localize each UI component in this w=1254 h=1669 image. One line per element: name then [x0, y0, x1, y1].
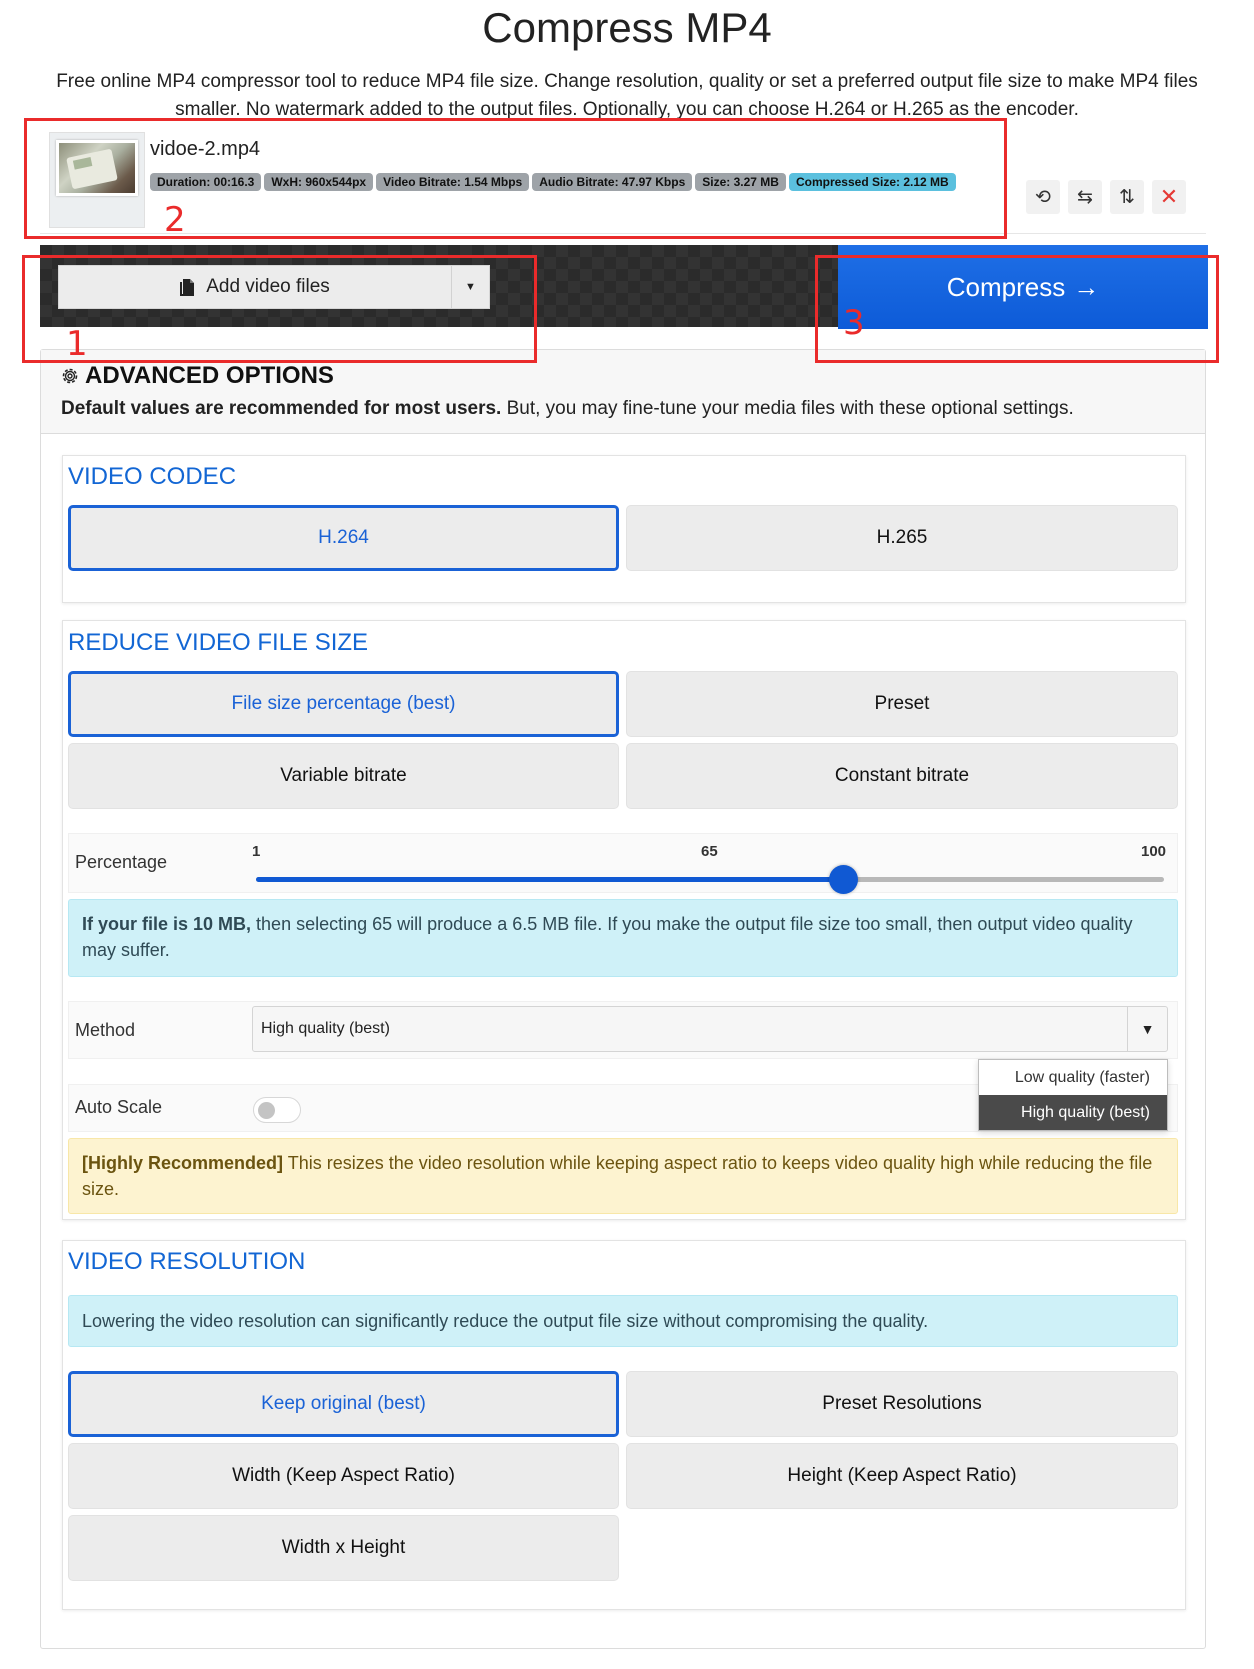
page-title: Compress MP4 [482, 4, 772, 51]
variable-bitrate-option[interactable]: Variable bitrate [68, 743, 619, 809]
compress-label: Compress [946, 271, 1066, 302]
annotation-box-1 [22, 255, 537, 363]
flip-horizontal-icon: ⇆ [1077, 186, 1093, 208]
page-description: Free online MP4 compressor tool to reduce MP4 file size. Change resolution, quality or set a preferred output file size to make MP4 files smaller. No watermark added to the output files. Optionally, you can choose H.264 or H.265 as the encoder. [56, 71, 1198, 120]
annotation-number-3: 3 [843, 303, 865, 343]
method-select[interactable] [252, 1006, 1168, 1052]
file-actions [1026, 180, 1186, 214]
size-badge: Size: 3.27 MB [695, 173, 786, 191]
width-keep-aspect-option[interactable]: Width (Keep Aspect Ratio) [68, 1443, 619, 1509]
percentage-slider-handle[interactable] [829, 865, 858, 894]
width-x-height-option[interactable]: Width x Height [68, 1515, 619, 1581]
video-codec-title: VIDEO CODEC [68, 463, 237, 490]
slider-min-label: 1 [252, 843, 261, 860]
method-option-high[interactable]: High quality (best) [979, 1095, 1167, 1130]
annotation-number-2: 2 [164, 200, 186, 240]
percentage-slider[interactable] [256, 877, 1164, 882]
file-size-percentage-option[interactable]: File size percentage (best) [68, 671, 619, 737]
keep-original-option[interactable]: Keep original (best) [68, 1371, 619, 1437]
advanced-options-title [60, 362, 334, 390]
video-resolution-title: VIDEO RESOLUTION [68, 1248, 306, 1275]
percentage-slider-fill [256, 877, 843, 882]
autoscale-recommend-alert [68, 1138, 1178, 1214]
advanced-subtitle-bold: Default values are recommended for most users. [61, 398, 502, 419]
constant-bitrate-option[interactable]: Constant bitrate [626, 743, 1178, 809]
advanced-subtitle-rest: But, you may fine-tune your media files with these optional settings. [501, 398, 1074, 419]
reduce-size-title: REDUCE VIDEO FILE SIZE [68, 629, 369, 656]
gear-icon [60, 366, 80, 386]
rotate-button[interactable] [1026, 180, 1060, 214]
percentage-info-alert [68, 899, 1178, 977]
arrow-right-icon: → [1073, 271, 1100, 302]
method-select-value: High quality (best) [261, 1020, 390, 1037]
autoscale-recommend-bold: [Highly Recommended] [82, 1153, 284, 1173]
autoscale-toggle-knob [258, 1102, 275, 1119]
resolution-info-alert: Lowering the video resolution can significantly reduce the output file size without compromising the quality. [68, 1295, 1178, 1347]
advanced-options-title-text: ADVANCED OPTIONS [85, 362, 334, 389]
duration-badge: Duration: 00:16.3 [150, 173, 261, 191]
method-dropdown-menu [978, 1059, 1168, 1131]
triangle-down-icon[interactable]: ▼ [1127, 1007, 1167, 1051]
flip-vertical-icon: ⇅ [1119, 186, 1135, 208]
slider-max-label: 100 [1141, 843, 1167, 860]
preset-option[interactable]: Preset [626, 671, 1178, 737]
percentage-info-text: then selecting 65 will produce a 6.5 MB file. If you make the output file size too small, then output video quality may suffer. [82, 914, 1133, 960]
method-option-low[interactable]: Low quality (faster) [1014, 1068, 1150, 1086]
flip-horizontal-button[interactable] [1068, 180, 1102, 214]
annotation-box-3 [815, 255, 1219, 363]
caret-down-icon: ▼ [465, 281, 476, 293]
advanced-options-subtitle [61, 398, 1074, 420]
remove-file-button[interactable] [1152, 180, 1186, 214]
file-name: vidoe-2.mp4 [150, 138, 261, 160]
close-icon: ✕ [1159, 184, 1179, 209]
percentage-info-bold: If your file is 10 MB, [82, 914, 252, 934]
compressed-size-badge: Compressed Size: 2.12 MB [789, 173, 956, 191]
codec-h264-option[interactable]: H.264 [68, 505, 619, 571]
autoscale-recommend-text: This resizes the video resolution while keeping aspect ratio to keeps video quality high while reducing the file size. [82, 1153, 1153, 1199]
method-label: Method [75, 1020, 136, 1040]
percentage-row [68, 833, 1178, 893]
percentage-label: Percentage [75, 852, 168, 872]
add-video-files-label: Add video files [206, 276, 330, 297]
dimensions-badge: WxH: 960x544px [264, 173, 373, 191]
height-keep-aspect-option[interactable]: Height (Keep Aspect Ratio) [626, 1443, 1178, 1509]
autoscale-label: Auto Scale [75, 1097, 163, 1117]
flip-vertical-button[interactable] [1110, 180, 1144, 214]
video-bitrate-badge: Video Bitrate: 1.54 Mbps [376, 173, 529, 191]
preset-resolutions-option[interactable]: Preset Resolutions [626, 1371, 1178, 1437]
audio-bitrate-badge: Audio Bitrate: 47.97 Kbps [532, 173, 692, 191]
autoscale-toggle[interactable] [253, 1097, 301, 1123]
annotation-number-1: 1 [66, 324, 88, 364]
codec-h265-option[interactable]: H.265 [626, 505, 1178, 571]
slider-value-label: 65 [701, 843, 718, 860]
rotate-icon: ⟲ [1035, 186, 1051, 208]
